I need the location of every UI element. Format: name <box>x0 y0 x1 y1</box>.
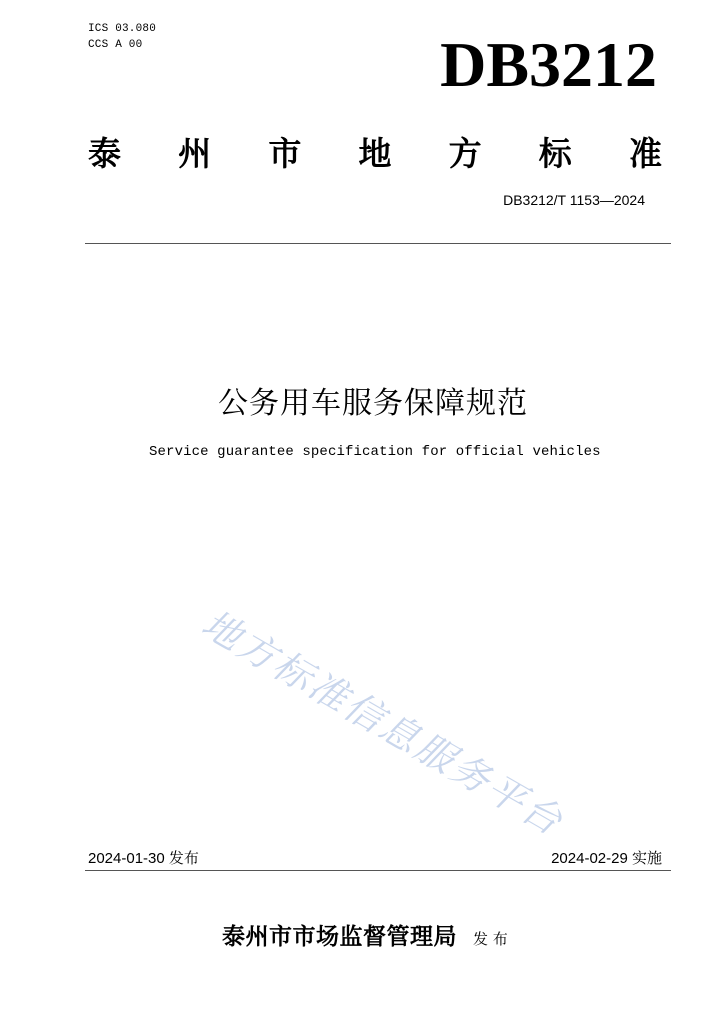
ics-code: ICS 03.080 <box>88 23 157 35</box>
standard-number: DB3212/T 1153—2024 <box>503 192 645 208</box>
watermark: 地方标准信息服务平台 <box>194 601 572 845</box>
category-char: 标 <box>538 134 572 173</box>
issuer-name: 泰州市市场监督管理局 <box>222 923 457 950</box>
issuer-action: 发 布 <box>473 930 508 948</box>
standard-code-heading: DB3212 <box>440 29 657 100</box>
category-char: 市 <box>268 134 302 173</box>
document-title-en: Service guarantee specification for official vehicles <box>149 444 601 460</box>
category-char: 泰 <box>88 134 121 173</box>
implementation-date: 2024-02-29 实施 <box>551 850 662 867</box>
category-char: 地 <box>358 134 392 173</box>
category-char: 州 <box>178 134 212 173</box>
top-divider <box>85 243 671 244</box>
category-char: 准 <box>628 134 662 173</box>
ccs-code: CCS A 00 <box>88 39 143 51</box>
release-date: 2024-01-30 发布 <box>88 850 199 867</box>
document-title-zh: 公务用车服务保障规范 <box>218 386 528 421</box>
bottom-divider <box>85 870 671 871</box>
standard-category-title <box>88 136 662 172</box>
category-char: 方 <box>448 134 482 173</box>
issuer-line <box>222 922 508 954</box>
